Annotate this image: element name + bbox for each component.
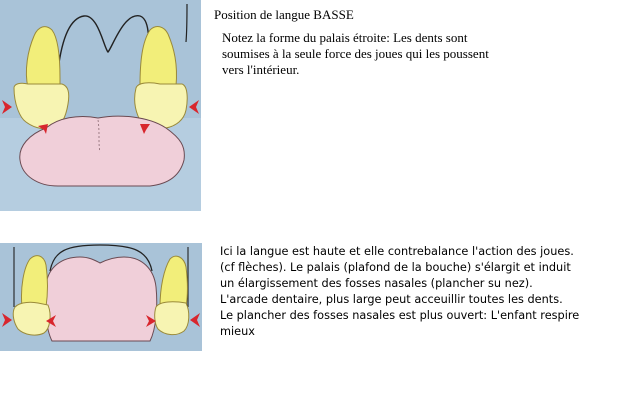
page-title: Position de langue BASSE: [214, 7, 354, 22]
top-gap: [0, 237, 202, 243]
text-line: (cf flèches). Le palais (plafond de la bouche) s'élargit et induit: [220, 261, 571, 274]
high-tongue-illustration: [0, 237, 202, 351]
tongue: [45, 257, 157, 341]
text-line: un élargissement des fosses nasales (plancher su nez).: [220, 277, 533, 290]
left-tooth-crown: [13, 302, 50, 335]
text-line: soumises à la seule force des joues qui les poussent: [222, 46, 489, 61]
low-tongue-drawing: [0, 0, 201, 211]
low-tongue-paragraph: [222, 30, 562, 78]
text-line: Le plancher des fosses nasales est plus ouvert: L'enfant respire: [220, 309, 580, 322]
high-tongue-drawing: [0, 237, 202, 351]
text-line: mieux: [220, 325, 255, 338]
text-line: L'arcade dentaire, plus large peut acceuillir toutes les dents.: [220, 293, 563, 306]
high-tongue-paragraph: [220, 244, 620, 340]
low-tongue-illustration: [0, 0, 201, 211]
text-line: Notez la forme du palais étroite: Les dents sont: [222, 30, 468, 45]
text-line: Ici la langue est haute et elle contrebalance l'action des joues.: [220, 245, 574, 258]
text-line: vers l'intérieur.: [222, 62, 300, 77]
right-tooth-crown: [155, 302, 189, 335]
